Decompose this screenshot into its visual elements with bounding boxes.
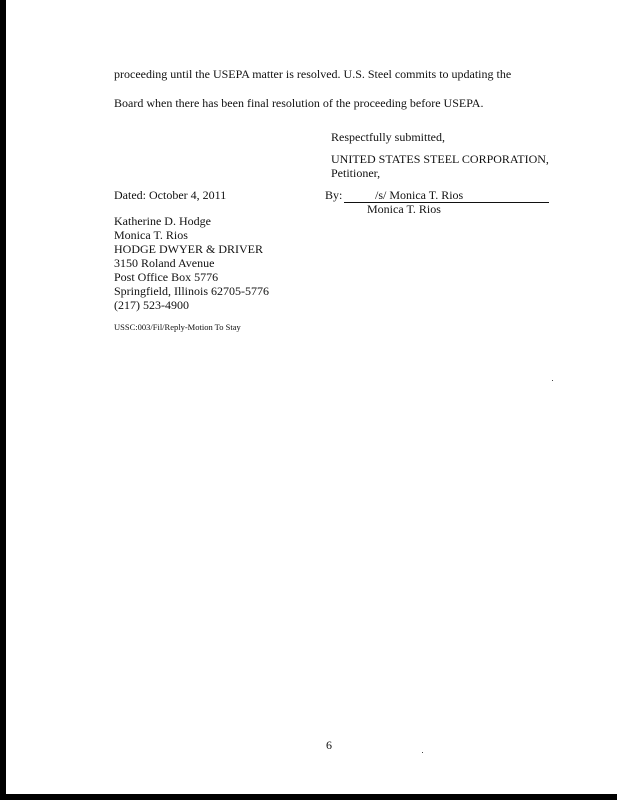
- scan-speck: [552, 380, 553, 381]
- address-line: Monica T. Rios: [114, 228, 188, 242]
- dated-line: Dated: October 4, 2011: [114, 188, 227, 202]
- scan-speck: [422, 752, 423, 753]
- scan-border-bottom: [0, 794, 617, 800]
- file-code: USSC:003/Fil/Reply-Motion To Stay: [114, 322, 241, 332]
- body-text-line-2: Board when there has been final resolution of the proceeding before USEPA.: [114, 96, 484, 110]
- closing-respectfully: Respectfully submitted,: [331, 130, 445, 144]
- signer-name: Monica T. Rios: [367, 202, 441, 216]
- address-line: (217) 523-4900: [114, 298, 189, 312]
- closing-corporation: UNITED STATES STEEL CORPORATION,: [331, 152, 549, 166]
- page-number: 6: [326, 738, 332, 752]
- address-line: Springfield, Illinois 62705-5776: [114, 284, 269, 298]
- body-text-line-1: proceeding until the USEPA matter is resolved. U.S. Steel commits to updating the: [114, 67, 512, 81]
- closing-role: Petitioner,: [331, 166, 381, 180]
- address-line: Katherine D. Hodge: [114, 214, 211, 228]
- address-line: Post Office Box 5776: [114, 270, 219, 284]
- address-line: HODGE DWYER & DRIVER: [114, 242, 263, 256]
- scan-border-left: [0, 0, 6, 800]
- signature-text: /s/ Monica T. Rios: [375, 188, 464, 202]
- address-line: 3150 Roland Avenue: [114, 256, 215, 270]
- signature-by-label: By:: [325, 188, 343, 202]
- signature-line: [344, 188, 549, 203]
